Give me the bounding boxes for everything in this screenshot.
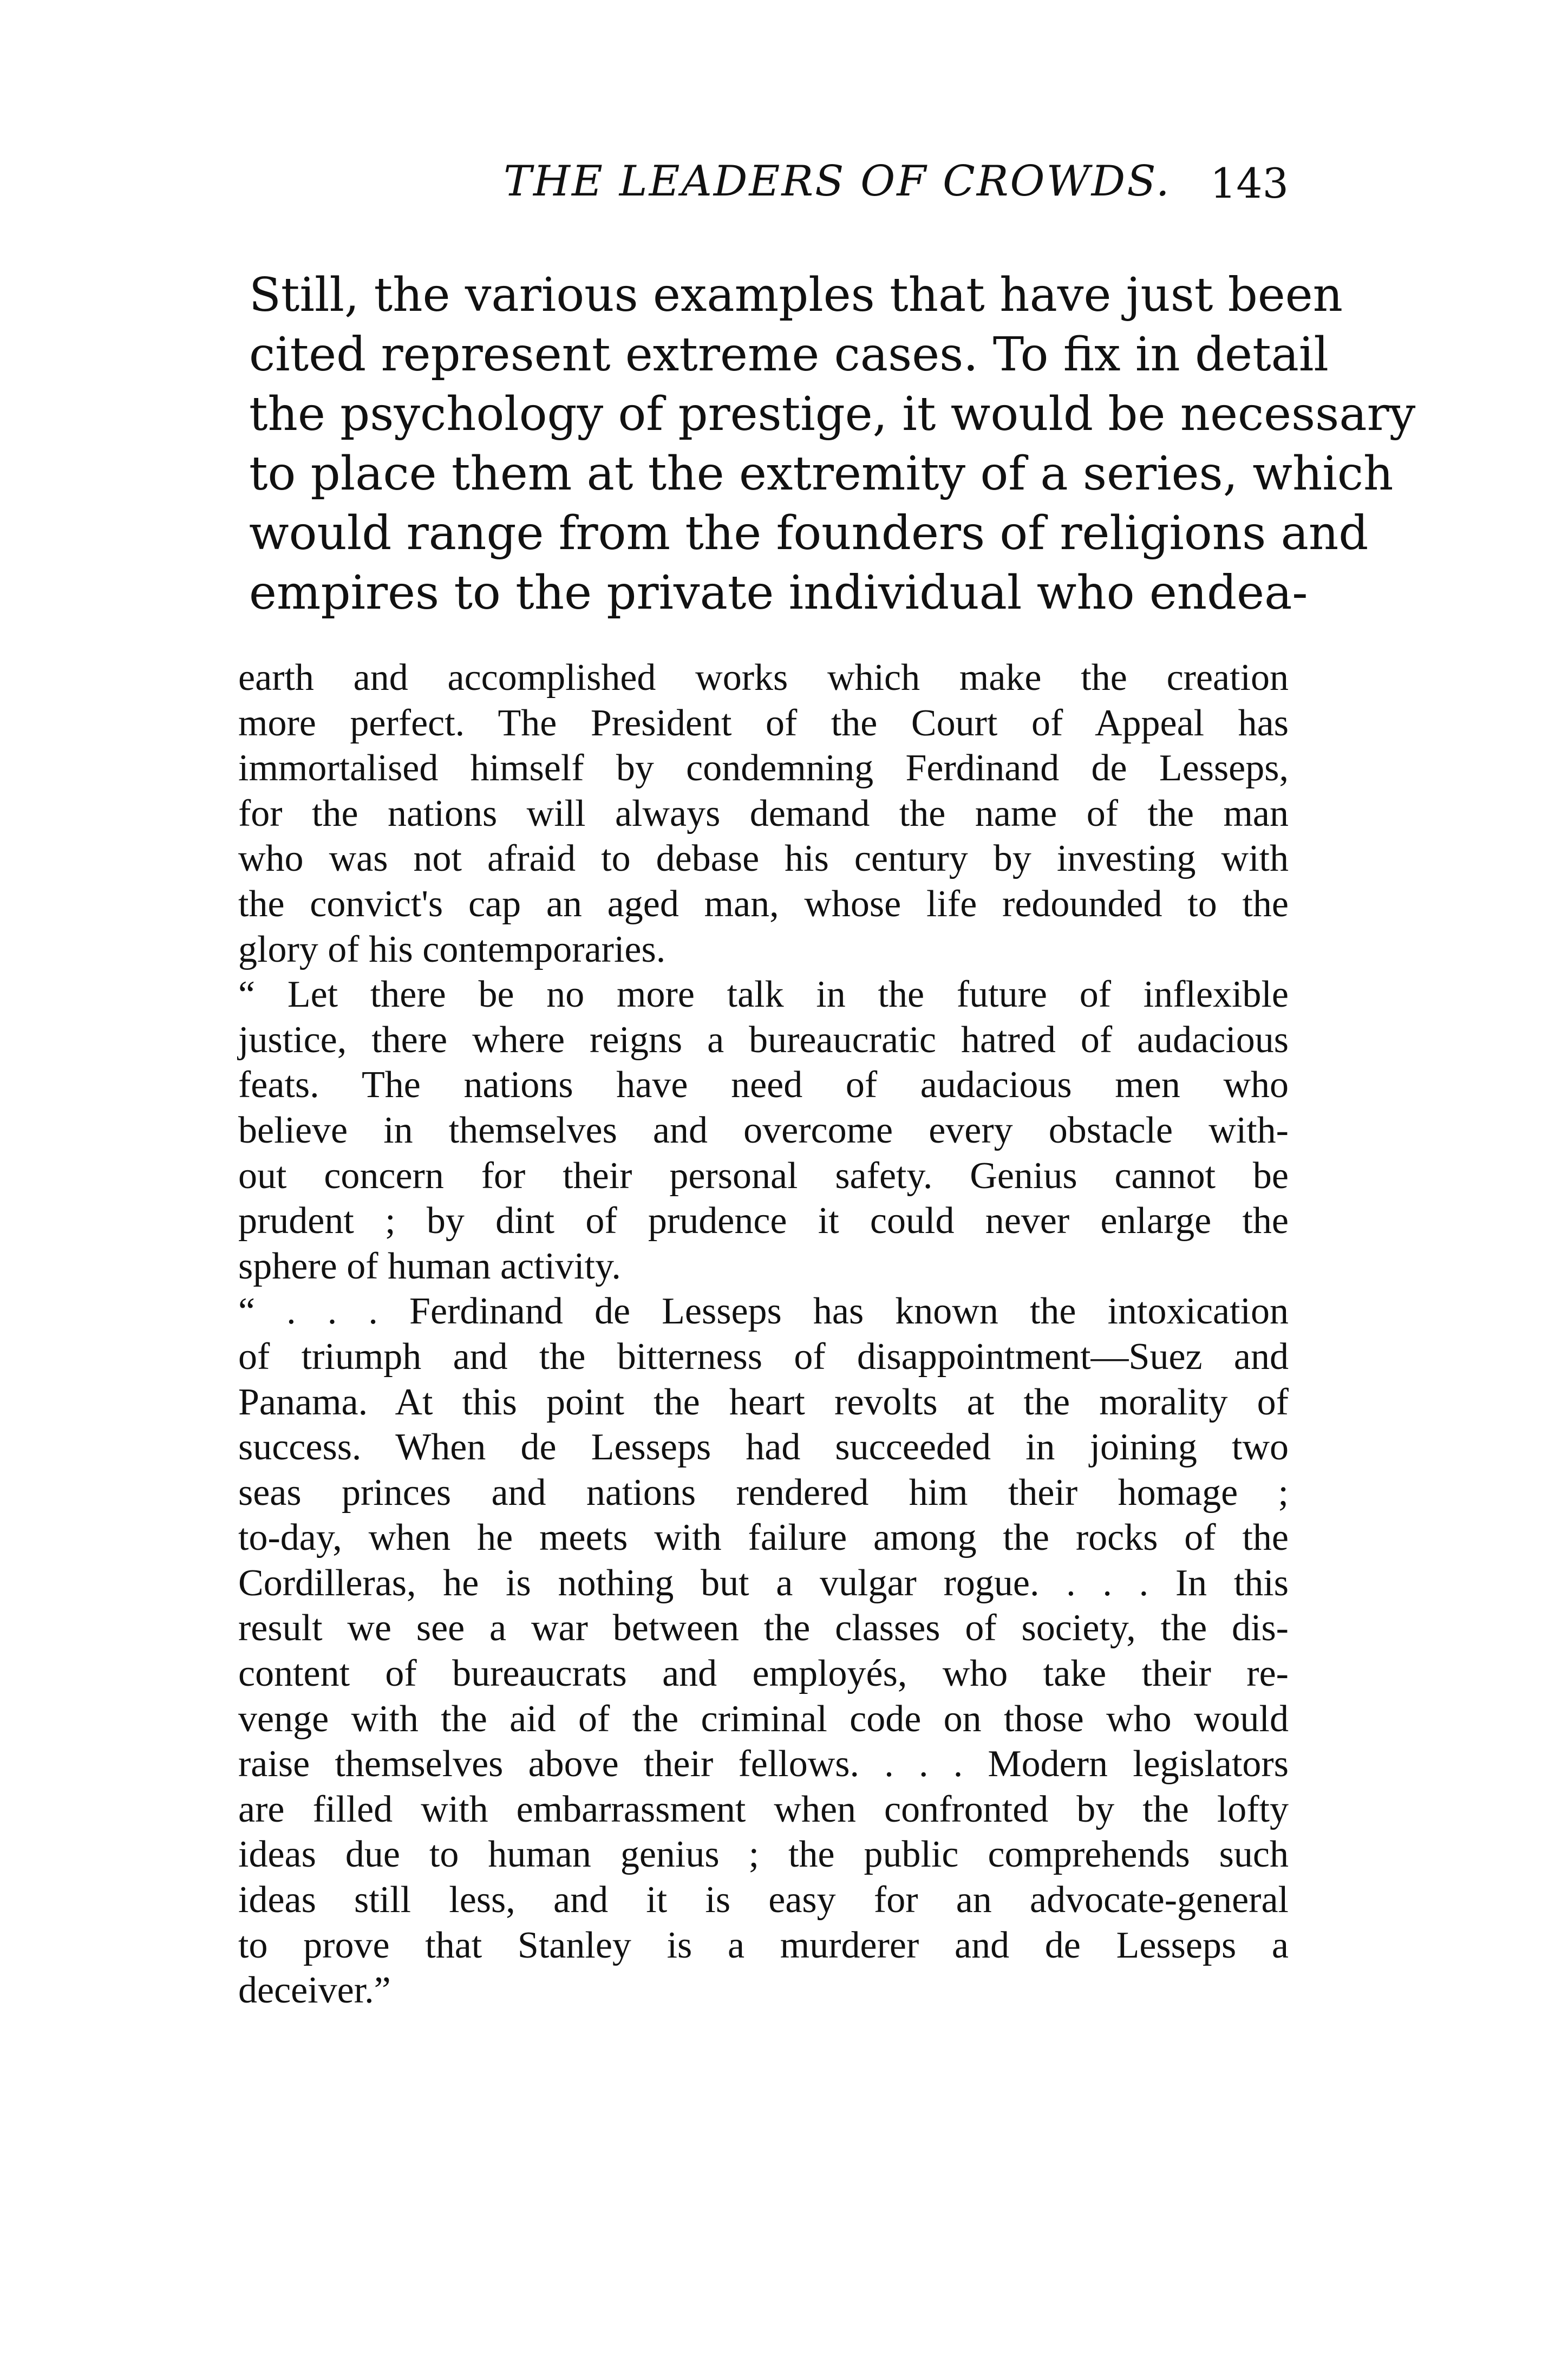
footnote-line: to prove that Stanley is a murderer and de Lesseps a (238, 1924, 1289, 1966)
footnote-line: more perfect. The President of the Court of Appeal has (238, 702, 1289, 744)
footnote-line: deceiver.” (238, 1969, 391, 2012)
running-title: THE LEADERS OF CROWDS. (504, 157, 1171, 206)
page-number: 143 (1210, 159, 1289, 207)
footnote-line: sphere of human activity. (238, 1245, 621, 1287)
footnote-line: Cordilleras, he is nothing but a vulgar rogue. . . . In this (238, 1562, 1289, 1604)
footnote-line: of triumph and the bitterness of disappointment—Suez and (238, 1335, 1289, 1378)
footnote-line: prudent ; by dint of prudence it could never enlarge the (238, 1200, 1289, 1242)
footnote-line: are filled with embarrassment when confronted by the lofty (238, 1788, 1289, 1830)
footnote-line: the convict's cap an aged man, whose life redounded to the (238, 883, 1289, 925)
footnote-line: feats. The nations have need of audacious men who (238, 1064, 1289, 1106)
footnote-line: success. When de Lesseps had succeeded in joining two (238, 1426, 1289, 1469)
main-text-line: would range from the founders of religions and (249, 506, 1369, 560)
main-text-line: the psychology of prestige, it would be necessary (249, 387, 1416, 441)
footnote-line: seas princes and nations rendered him their homage ; (238, 1471, 1289, 1514)
footnote-line: justice, there where reigns a bureaucratic hatred of audacious (238, 1019, 1289, 1061)
footnote-line: “ . . . Ferdinand de Lesseps has known the intoxication (238, 1290, 1289, 1333)
footnote-line: raise themselves above their fellows. . . . Modern legislators (238, 1743, 1289, 1785)
footnote-line: out concern for their personal safety. Genius cannot be (238, 1155, 1289, 1197)
footnote-line: Panama. At this point the heart revolts at the morality of (238, 1381, 1289, 1423)
footnote-line: venge with the aid of the criminal code on those who would (238, 1698, 1289, 1740)
running-head (249, 146, 1289, 227)
footnote-line: ideas still less, and it is easy for an advocate-general (238, 1879, 1289, 1921)
footnote-line: who was not afraid to debase his century by investing with (238, 838, 1289, 880)
footnote-line: ideas due to human genius ; the public comprehends such (238, 1834, 1289, 1876)
main-text-line: cited represent extreme cases. To fix in detail (249, 328, 1329, 382)
footnote-line: result we see a war between the classes of society, the dis- (238, 1607, 1289, 1649)
footnote-line: “ Let there be no more talk in the future of inflexible (238, 974, 1289, 1016)
main-text-line: to place them at the extremity of a series, which (249, 447, 1394, 501)
footnote-line: earth and accomplished works which make the creation (238, 657, 1289, 699)
footnote-line: believe in themselves and overcome every obstacle with- (238, 1109, 1289, 1151)
footnote (238, 655, 1289, 2013)
main-text-line: empires to the private individual who endea- (249, 566, 1308, 620)
footnote-line: immortalised himself by condemning Ferdinand de Lesseps, (238, 747, 1289, 790)
footnote-line: to-day, when he meets with failure among the rocks of the (238, 1517, 1289, 1559)
footnote-line: for the nations will always demand the name of the man (238, 792, 1289, 834)
footnote-line: content of bureaucrats and employés, who take their re- (238, 1653, 1289, 1695)
main-paragraph (249, 265, 1416, 623)
footnote-line: glory of his contemporaries. (238, 928, 666, 970)
main-text-line: Still, the various examples that have just been (249, 268, 1343, 322)
